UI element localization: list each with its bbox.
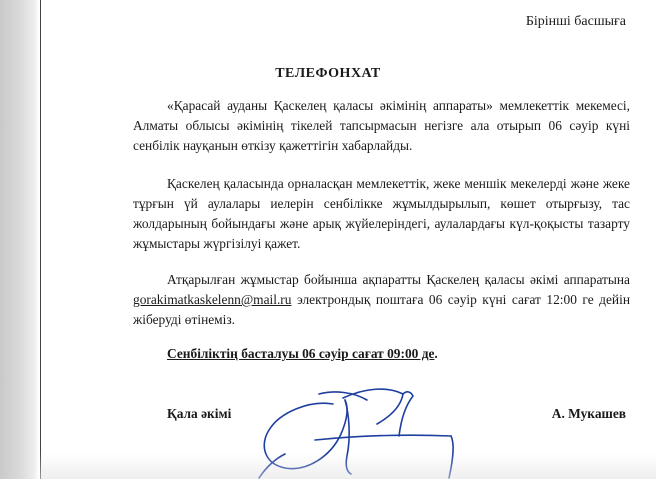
addressee-note: Бірінші басшыға [525, 14, 626, 29]
scan-bottom-shadow [40, 453, 656, 479]
reporting-text-after-email: электрондық поштаға 06 сәуір күні сағат 12:00 ге дейін жіберуді өтінеміз. [133, 292, 630, 327]
start-time-notice [167, 346, 438, 362]
paragraph-announcement: «Қарасай ауданы Қаскелең қаласы әкімінің аппараты» мемлекеттік мекемесі, Алматы облысы әкімінің тікелей тапсырмасын негізге ала отырып 06 сәуір күні сенбілік науқанын өткізу қажеттігін хабарлайды. [133, 98, 630, 153]
document-title: ТЕЛЕФОНХАТ [275, 66, 381, 81]
start-time-underlined: Сенбіліктің басталуы 06 сәуір сағат 09:00 де [167, 346, 435, 361]
email-address: gorakimatkaskelenn@mail.ru [133, 292, 292, 307]
paragraph-reporting [133, 270, 630, 330]
signatory-position: Қала әкімі [167, 406, 232, 421]
signatory-name: А. Мукашев [551, 406, 626, 421]
paragraph-tasks: Қаскелең қаласында орналасқан мемлекеттік, жеке меншік мекелерді және жеке тұрғын үй аулалары иелерін сенбілікке жұмылдырылып, көшет отырғызу, тас жолдарының бойындағы және арық жүйелеріндегі, аулалардағы күл-қоқысты тазарту жұмыстары жүргізілуі қажет. [133, 176, 630, 251]
reporting-text-before-email: Атқарылған жұмыстар бойынша ақпаратты Қаскелең қаласы әкімі аппаратына [167, 272, 630, 287]
start-time-period: . [434, 346, 438, 361]
